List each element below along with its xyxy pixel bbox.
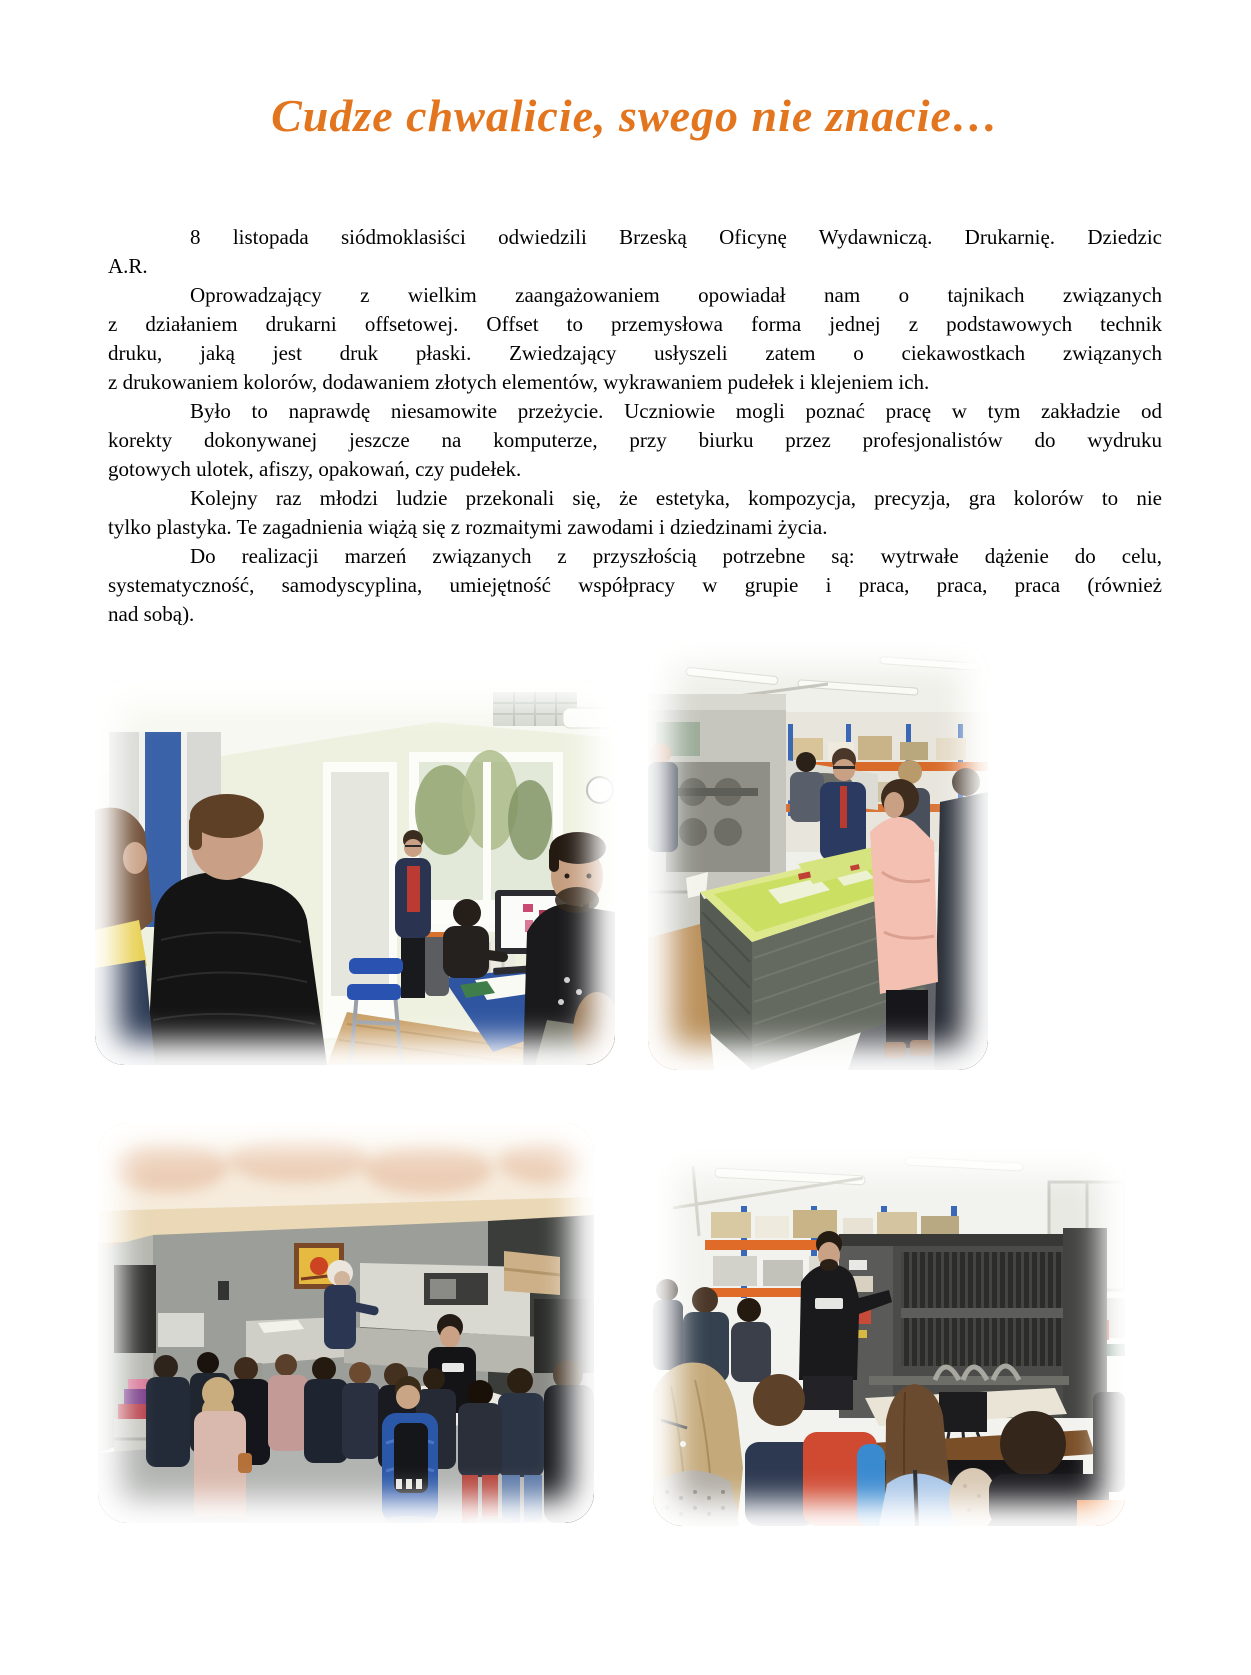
paragraph-last-line: A.R.	[108, 254, 148, 278]
paragraph-last-line: nad sobą).	[108, 602, 195, 626]
press-room-illustration	[653, 1148, 1125, 1526]
photo-offset-press-demo	[653, 1148, 1125, 1526]
paragraph: Kolejny raz młodzi ludzie przekonali się, że estetyka, kompozycja, precyzja, gra kolorów to nie tylko plastyka. Te zagadnienia wiążą się z rozmaitymi zawodami i dziedzinami życia.	[108, 484, 1162, 542]
article-body	[108, 223, 1162, 629]
paragraph-last-line: z drukowaniem kolorów, dodawaniem złotych elementów, wykrawaniem pudełek i klejeniem ich.	[108, 370, 930, 394]
paragraph-last-line: gotowych ulotek, afiszy, opakowań, czy pudełek.	[108, 457, 522, 481]
paragraph: Do realizacji marzeń związanych z przyszłością potrzebne są: wytrwałe dążenie do celu, systematyczność, samodyscyplina, umiejętność współpracy w grupie i praca, praca, praca (również nad sobą).	[108, 542, 1162, 629]
photo-paper-cutter-demo	[98, 1123, 594, 1523]
office-scene-illustration	[95, 680, 615, 1065]
paragraph-last-line: tylko plastyka. Te zagadnienia wiążą się z rozmaitymi zawodami i dziedzinami życia.	[108, 515, 828, 539]
photo-print-stack	[648, 642, 988, 1070]
paragraph: 8 listopada siódmoklasiści odwiedzili Brzeską Oficynę Wydawniczą. Drukarnię. Dziedzic A.R.	[108, 223, 1162, 281]
cutter-room-illustration	[98, 1123, 594, 1523]
paragraph: Było to naprawdę niesamowite przeżycie. Uczniowie mogli poznać pracę w tym zakładzie od korekty dokonywanej jeszcze na komputerze, przy biurku przez profesjonalistów do wydruku gotowych ulotek, afiszy, opakowań, czy pudełek.	[108, 397, 1162, 484]
print-hall-illustration	[648, 642, 988, 1070]
page-title: Cudze chwalicie, swego nie znacie…	[271, 90, 999, 141]
paragraph: Oprowadzający z wielkim zaangażowaniem opowiadał nam o tajnikach związanych z działaniem drukarni offsetowej. Offset to przemysłowa forma jednej z podstawowych technik druku, jaką jest druk płaski. Zwiedzający usłyszeli zatem o ciekawostkach związanych z drukowaniem kolorów, dodawaniem złotych elementów, wykrawaniem pudełek i klejeniem ich.	[108, 281, 1162, 397]
photo-office-computer	[95, 680, 615, 1065]
